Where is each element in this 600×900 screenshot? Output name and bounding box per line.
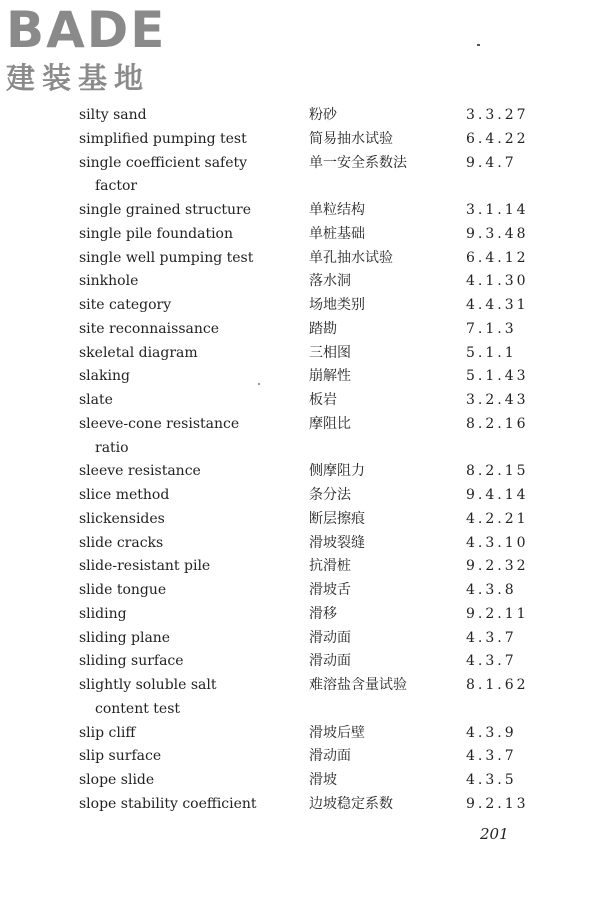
chinese-term: 滑坡舌 [309,582,351,598]
glossary-row [0,532,600,556]
section-number: 8.1.62 [466,677,529,693]
english-term [79,745,279,769]
glossary-row [0,413,600,461]
section-number: 9.3.48 [466,225,529,242]
glossary-row [0,722,600,746]
chinese-term: 边坡稳定系数 [309,795,393,812]
english-term [79,365,279,389]
english-term-continuation: ratio [95,439,129,456]
english-term-text: sleeve-cone resistance [79,415,240,432]
english-term-text: sinkhole [79,273,139,290]
english-term [79,603,279,627]
chinese-term: 滑动面 [309,748,351,765]
english-term-text: single well pumping test [79,249,254,266]
english-term-text: sliding surface [79,653,184,670]
english-term [79,674,279,722]
english-term-text: sliding [79,605,127,622]
chinese-term: 落水洞 [309,273,351,290]
glossary-row [0,365,600,389]
chinese-term: 场地类别 [309,297,365,313]
english-term-text: slate [79,392,113,408]
chinese-term: 崩解性 [309,368,351,385]
chinese-term: 摩阻比 [309,415,351,432]
chinese-term: 滑动面 [309,629,351,646]
bade-logo [6,1,167,95]
section-number: 5.1.43 [466,368,529,385]
section-number: 8.2.16 [466,415,529,432]
chinese-term: 粉砂 [309,107,337,123]
english-term [79,389,279,413]
english-term [79,650,279,674]
section-number: 4.2.21 [466,510,529,527]
chinese-term: 断层擦痕 [309,510,365,527]
english-term [79,104,279,128]
section-number: 9.2.32 [466,558,529,575]
section-number: 4.3.7 [466,653,517,670]
section-number: 3.1.14 [466,202,529,218]
english-term [79,128,279,152]
chinese-term: 单粒结构 [309,202,365,218]
english-term-text: slip cliff [79,724,136,741]
glossary-row [0,555,600,579]
chinese-term: 滑移 [309,605,337,622]
logo-chinese-text: 建装基地 [6,61,151,95]
english-term [79,579,279,603]
english-term-text: slide-resistant pile [79,558,211,575]
glossary-row [0,674,600,722]
english-term-text: slide cracks [79,534,164,551]
english-term-text: silty sand [79,107,147,123]
chinese-term: 滑坡 [309,772,337,788]
glossary-row [0,460,600,484]
glossary-row [0,318,600,342]
english-term-text: site reconnaissance [79,320,219,337]
glossary-row [0,104,600,128]
english-term [79,223,279,247]
english-term [79,769,279,793]
english-term-text: slide tongue [79,582,167,598]
section-number: 4.3.5 [466,772,517,788]
section-number: 4.1.30 [466,273,529,290]
english-term [79,722,279,746]
chinese-term: 单孔抽水试验 [309,249,393,266]
glossary-row [0,247,600,271]
section-number: 5.1.1 [466,344,517,361]
section-number: 4.3.9 [466,724,517,741]
english-term-text: slope slide [79,772,155,788]
page-number: 201 [480,825,509,843]
english-term [79,199,279,223]
english-term-text: skeletal diagram [79,344,198,361]
glossary-row [0,793,600,817]
chinese-term: 三相图 [309,344,351,361]
glossary-row [0,603,600,627]
section-number: 9.2.11 [466,605,529,622]
section-number: 7.1.3 [466,320,517,337]
glossary-row [0,650,600,674]
english-term [79,413,279,461]
english-term-text: slip surface [79,748,162,765]
english-term-text: slope stability coefficient [79,795,257,812]
english-term-text: single pile foundation [79,225,234,242]
english-term-text: single coefficient safety [79,154,248,171]
english-term [79,342,279,366]
chinese-term: 滑坡后壁 [309,724,365,741]
english-term [79,532,279,556]
section-number: 9.4.14 [466,487,529,503]
glossary-row [0,342,600,366]
english-term-text: single grained structure [79,202,252,218]
glossary-entries [0,104,600,817]
chinese-term: 侧摩阻力 [309,463,365,480]
section-number: 4.3.7 [466,748,517,765]
english-term [79,247,279,271]
chinese-term: 难溶盐含量试验 [309,677,407,693]
glossary-row [0,484,600,508]
section-number: 4.3.7 [466,629,517,646]
english-term-text: sleeve resistance [79,463,201,480]
english-term [79,793,279,817]
english-term [79,508,279,532]
chinese-term: 滑动面 [309,653,351,670]
chinese-term: 滑坡裂缝 [309,534,365,551]
english-term [79,460,279,484]
english-term-text: simplified pumping test [79,130,247,147]
glossary-row [0,389,600,413]
section-number: 9.4.7 [466,154,517,171]
section-number: 4.3.10 [466,534,529,551]
english-term [79,318,279,342]
section-number: 4.4.31 [466,297,529,313]
section-number: 6.4.22 [466,130,529,147]
glossary-row [0,199,600,223]
section-number: 3.3.27 [466,107,529,123]
english-term [79,484,279,508]
chinese-term: 条分法 [309,487,351,503]
english-term [79,555,279,579]
english-term [79,627,279,651]
section-number: 8.2.15 [466,463,529,480]
glossary-row [0,579,600,603]
english-term-text: sliding plane [79,629,171,646]
chinese-term: 板岩 [309,392,337,408]
chinese-term: 单一安全系数法 [309,154,407,171]
section-number: 9.2.13 [466,795,529,812]
glossary-row [0,152,600,200]
glossary-row [0,223,600,247]
english-term-continuation: content test [95,700,181,717]
chinese-term: 简易抽水试验 [309,130,393,147]
chinese-term: 踏勘 [309,320,337,337]
glossary-row [0,745,600,769]
chinese-term: 单桩基础 [309,225,365,242]
english-term-text: site category [79,297,172,313]
english-term [79,270,279,294]
glossary-row [0,128,600,152]
glossary-row [0,508,600,532]
logo-wordmark: BADE [6,1,167,59]
scan-speck [477,44,480,46]
english-term [79,294,279,318]
glossary-row [0,270,600,294]
english-term-text: slickensides [79,510,165,527]
english-term [79,152,279,200]
english-term-continuation: factor [95,178,138,195]
chinese-term: 抗滑桩 [309,558,351,575]
glossary-row [0,294,600,318]
english-term-text: slice method [79,487,170,503]
section-number: 4.3.8 [466,582,517,598]
section-number: 3.2.43 [466,392,529,408]
english-term-text: slaking [79,368,130,385]
english-term-text: slightly soluble salt [79,677,217,693]
glossary-row [0,627,600,651]
glossary-row [0,769,600,793]
section-number: 6.4.12 [466,249,529,266]
